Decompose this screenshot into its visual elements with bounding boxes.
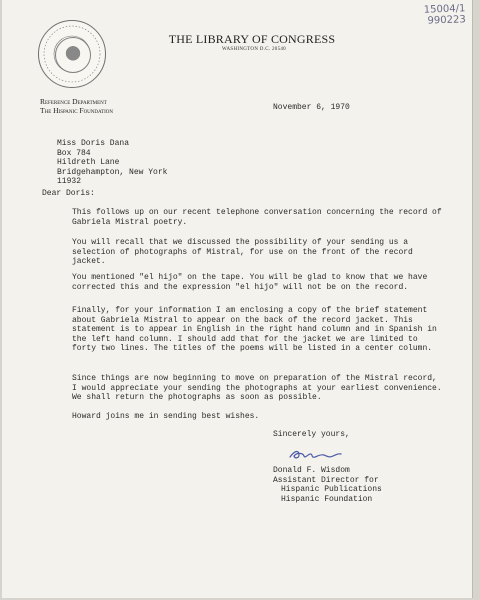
department-name: Reference Department xyxy=(40,97,107,106)
recipient-name: Miss Doris Dana xyxy=(57,139,130,148)
signer-title-1: Assistant Director for xyxy=(273,475,379,485)
foundation-name: The Hispanic Foundation xyxy=(40,105,114,115)
recipient-box: Box 784 xyxy=(57,148,91,158)
library-seal-icon xyxy=(38,20,106,88)
recipient-city: Bridgehampton, New York xyxy=(57,167,168,177)
letter-page xyxy=(2,0,473,598)
recipient-street: Hildreth Lane xyxy=(57,158,120,167)
handwritten-line-2: 990223 xyxy=(427,14,467,27)
body-paragraph-4: Finally, for your information I am enclosing a copy of the brief statement about Gabriela Mistral to appear on the back of the record jacket. This statement is to appear in English in the right hand column and in Spanish in the left hand column. I should add that for the jacket we are limited to forty two lines. The titles of the poems will be listed in a center column. xyxy=(72,306,437,353)
salutation: Dear Doris: xyxy=(42,189,95,198)
body-paragraph-6: Howard joins me in sending best wishes. xyxy=(72,412,260,421)
body-paragraph-2: You will recall that we discussed the possibility of your sending us a selection of photographs of Mistral, for use on the front of the record jacket. xyxy=(72,238,413,266)
body-paragraph-1: This follows up on our recent telephone conversation concerning the record of Gabriela Mistral poetry. xyxy=(72,208,442,227)
sender-block xyxy=(40,98,113,115)
signature-icon xyxy=(287,445,343,463)
letter-date: November 6, 1970 xyxy=(273,103,350,112)
handwritten-annotation xyxy=(424,3,466,26)
recipient-address xyxy=(57,139,167,187)
body-paragraph-3: You mentioned "el hijo" on the tape. You will be glad to know that we have corrected this and the expression "el hijo" will not be on the record. xyxy=(72,273,428,292)
letterhead-subtitle: WASHINGTON D.C. 20540 xyxy=(222,47,286,52)
recipient-zip: 11932 xyxy=(57,177,82,186)
body-paragraph-5: Since things are now beginning to move on preparation of the Mistral record, I would appreciate your sending the photographs at your earliest convenience. We shall return the photographs as soon as possible. xyxy=(72,374,442,402)
signature-block xyxy=(273,466,382,504)
closing: Sincerely yours, xyxy=(273,430,350,439)
seal-center-icon xyxy=(55,37,91,73)
signer-title-3: Hispanic Foundation xyxy=(281,494,373,504)
signer-title-2: Hispanic Publications xyxy=(281,485,382,494)
signer-name: Donald F. Wisdom xyxy=(273,466,350,475)
handwritten-line-1: 15004/1 xyxy=(424,3,466,16)
letterhead-title: THE LIBRARY OF CONGRESS xyxy=(168,32,336,46)
